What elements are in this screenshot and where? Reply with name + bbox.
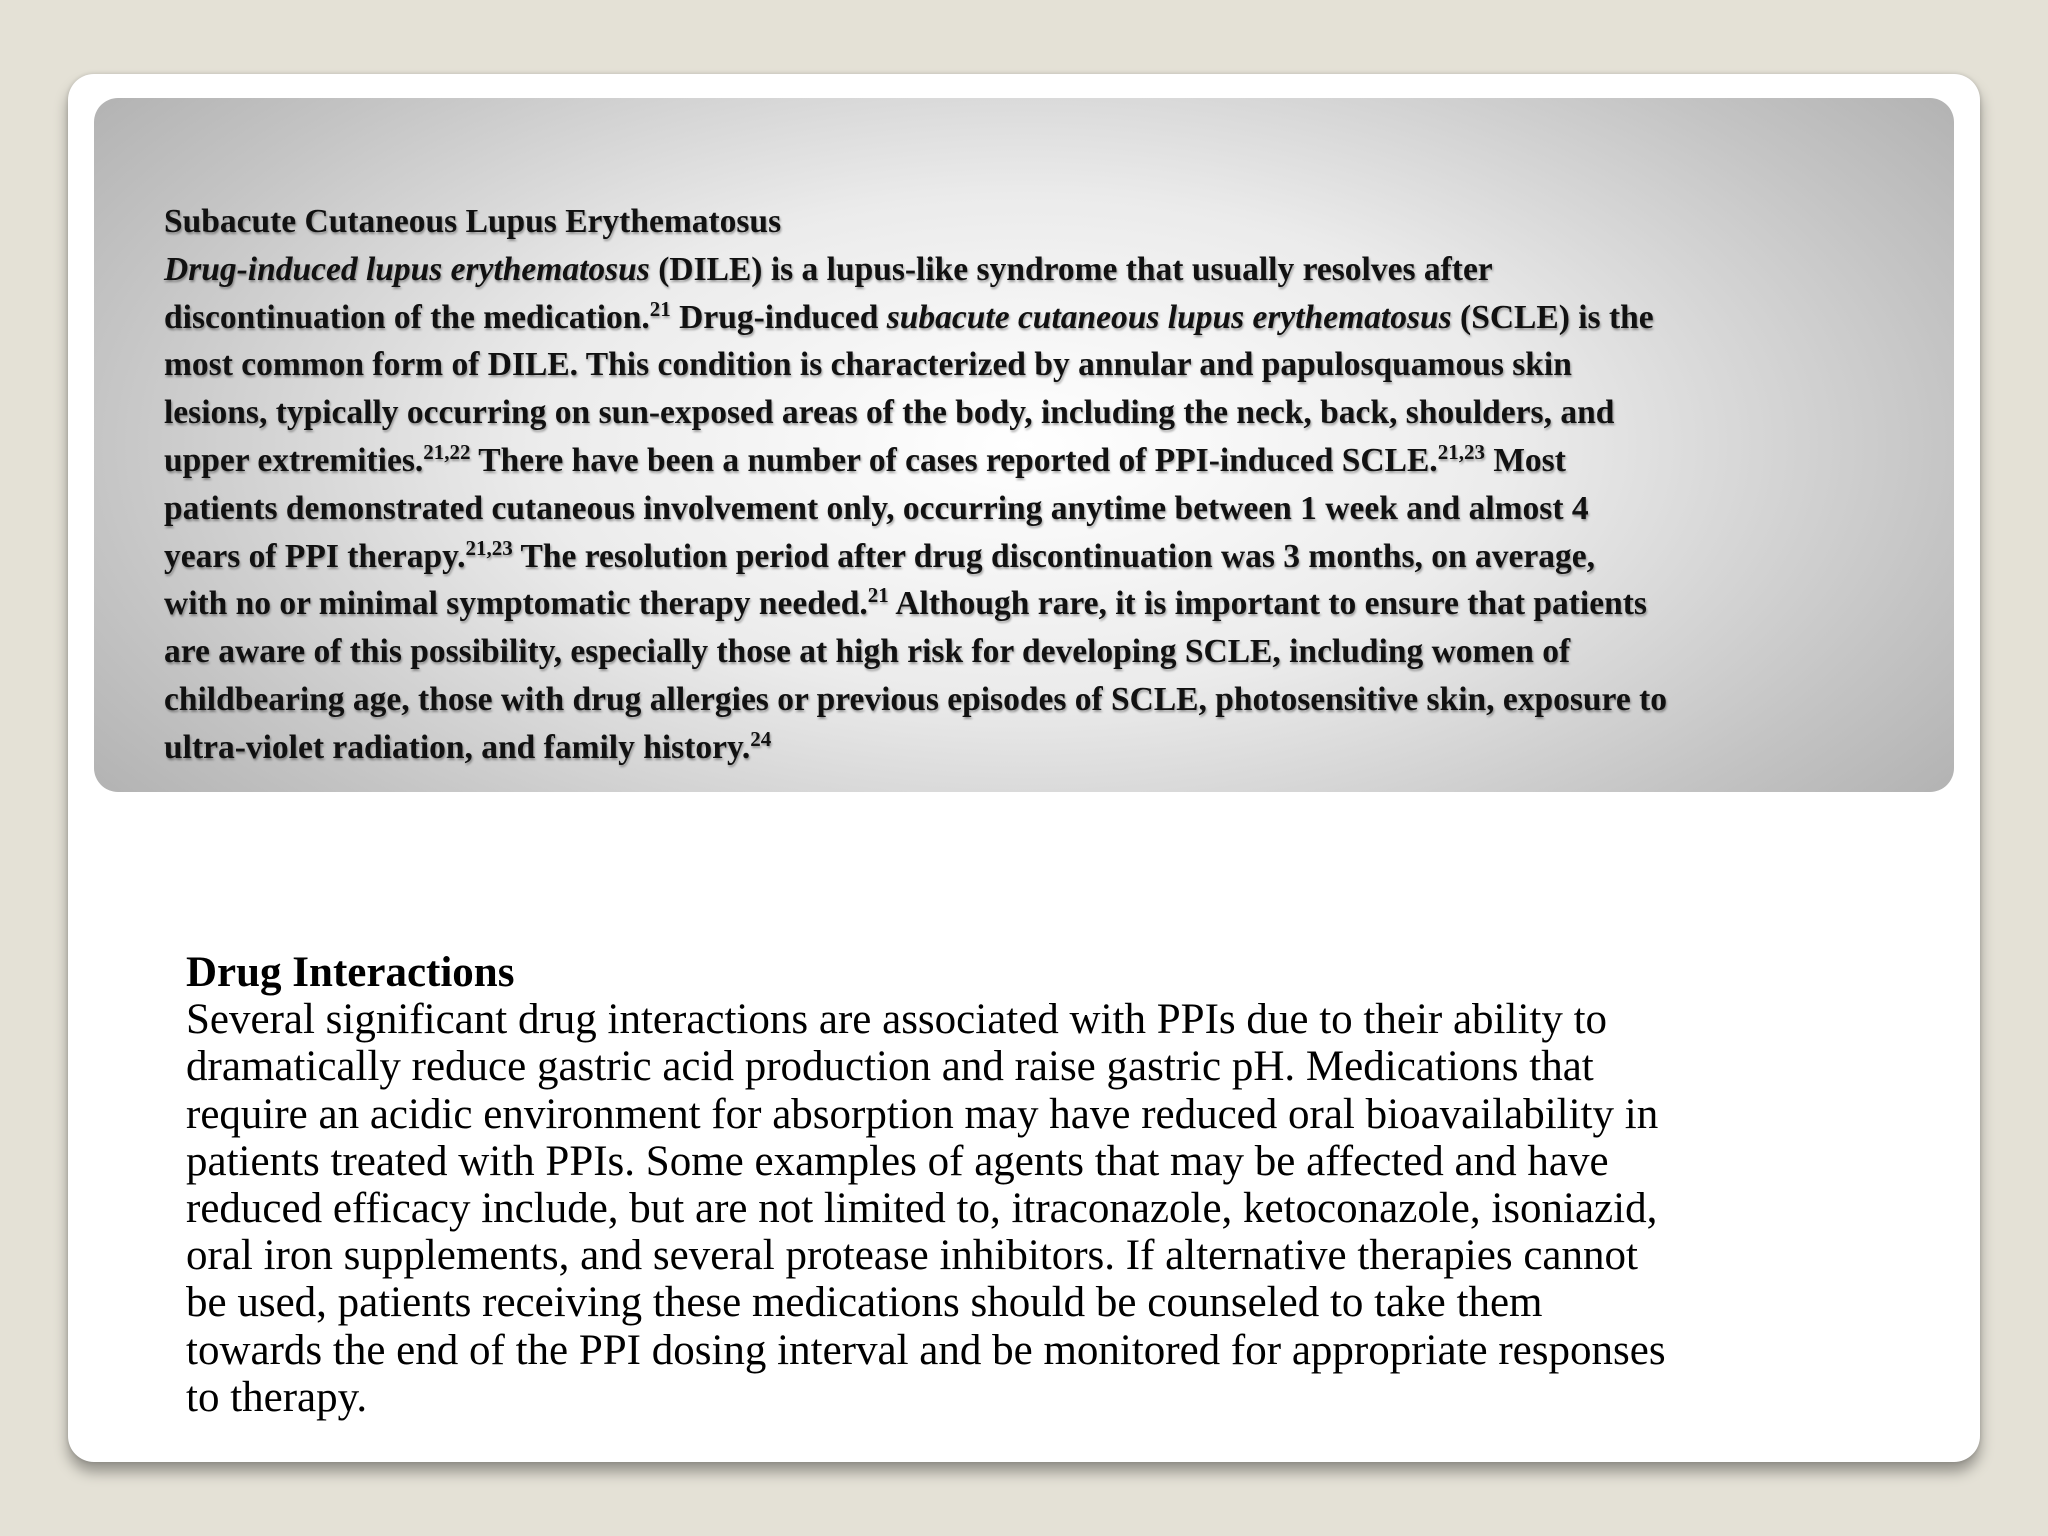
drug-line-7: be used, patients receiving these medications should be counseled to take them xyxy=(186,1279,1543,1327)
scle-line-4: lesions, typically occurring on sun-exposed areas of the body, including the neck, back, shoulders, and xyxy=(164,394,1615,432)
scle-text-box xyxy=(94,98,1954,792)
citation: 21,22 xyxy=(423,439,471,464)
slide xyxy=(68,74,1980,1462)
drug-line-9: to therapy. xyxy=(186,1373,368,1421)
citation: 21 xyxy=(867,583,889,608)
scle-line-6: patients demonstrated cutaneous involvement only, occurring anytime between 1 week and almost 4 xyxy=(164,489,1589,527)
drug-line-2: dramatically reduce gastric acid production and raise gastric pH. Medications that xyxy=(186,1043,1594,1091)
drug-line-3: require an acidic environment for absorption may have reduced oral bioavailability in xyxy=(186,1090,1659,1138)
drug-line-1: Several significant drug interactions are associated with PPIs due to their ability to xyxy=(186,996,1608,1044)
citation: 21 xyxy=(649,296,671,321)
scle-line-2: discontinuation of the medication.$^{21}$ Drug-induced subacute cutaneous lupus erythematosus (SCLE) is the xyxy=(164,296,1654,336)
citation: 24 xyxy=(750,726,772,751)
drug-interactions-text xyxy=(186,949,1906,1421)
scle-title: Subacute Cutaneous Lupus Erythematosus xyxy=(164,203,782,240)
scle-line-7: years of PPI therapy.$^{21,23}$ The resolution period after drug discontinuation was 3 months, on average, xyxy=(164,535,1596,575)
scle-line-10: childbearing age, those with drug allergies or previous episodes of SCLE, photosensitive skin, exposure to xyxy=(164,680,1667,718)
scle-line-9: are aware of this possibility, especially those at high risk for developing SCLE, including women of xyxy=(164,633,1571,671)
drug-line-8: towards the end of the PPI dosing interval and be monitored for appropriate responses xyxy=(186,1326,1666,1374)
scle-term-dile: Drug-induced lupus erythematosus xyxy=(164,250,650,288)
scle-line-3: most common form of DILE. This condition is characterized by annular and papulosquamous skin xyxy=(164,346,1572,384)
drug-interactions-title: Drug Interactions xyxy=(186,949,515,996)
citation: 21,23 xyxy=(1437,439,1485,464)
scle-line-8: with no or minimal symptomatic therapy needed.$^{21}$ Although rare, it is important to ensure that patients xyxy=(164,583,1647,623)
scle-line-11: ultra-violet radiation, and family history.$^{24}$ xyxy=(164,726,772,766)
scle-line-5: upper extremities.$^{21,22}$ There have been a number of cases reported of PPI-induced SCLE.$^{21,23}$ Most xyxy=(164,439,1566,479)
drug-line-6: oral iron supplements, and several protease inhibitors. If alternative therapies cannot xyxy=(186,1232,1638,1280)
drug-line-5: reduced efficacy include, but are not limited to, itraconazole, ketoconazole, isoniazid, xyxy=(186,1185,1658,1233)
drug-line-4: patients treated with PPIs. Some examples of agents that may be affected and have xyxy=(186,1137,1609,1185)
scle-line-1: Drug-induced lupus erythematosus (DILE) is a lupus-like syndrome that usually resolves after xyxy=(164,250,1493,288)
citation: 21,23 xyxy=(465,535,513,560)
scle-term-scle: subacute cutaneous lupus erythematosus xyxy=(886,298,1452,336)
